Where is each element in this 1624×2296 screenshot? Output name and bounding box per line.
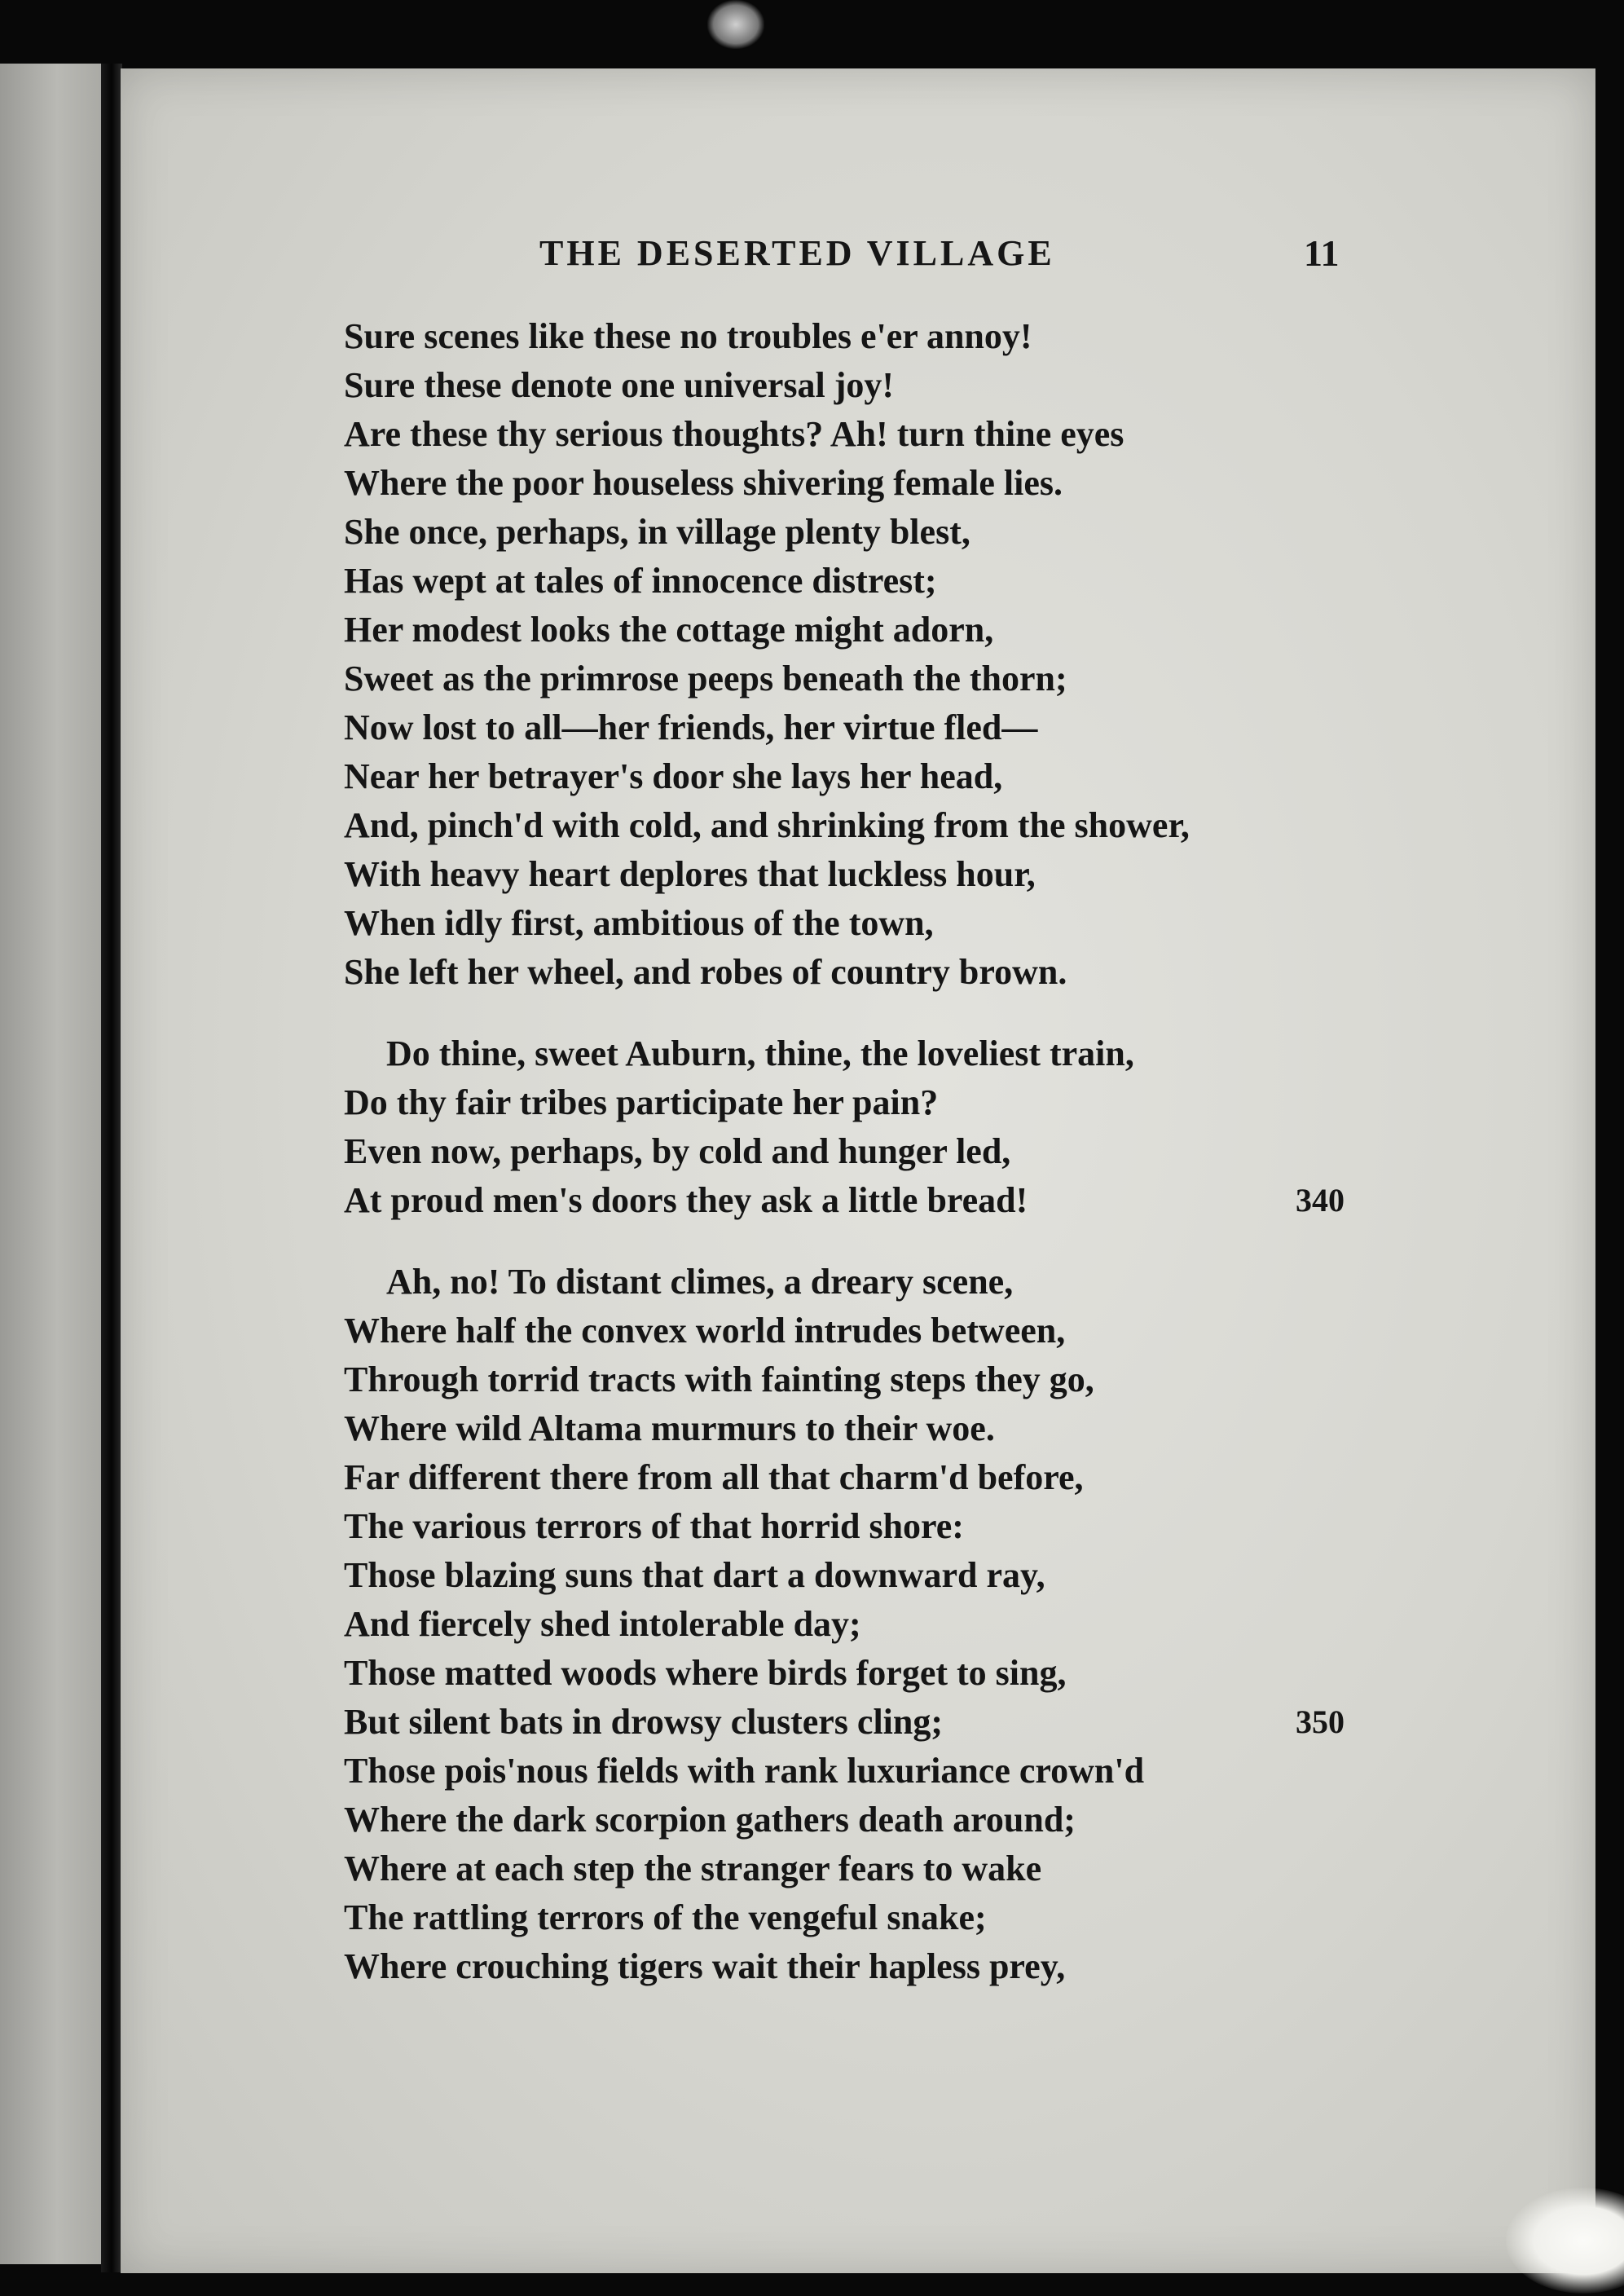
poem-line xyxy=(344,1698,1485,1747)
poem-line xyxy=(344,1502,1485,1551)
page-number: 11 xyxy=(1304,232,1340,274)
poem-line xyxy=(344,1453,1485,1502)
paper-stain xyxy=(1506,2188,1624,2294)
poem-line xyxy=(344,1355,1485,1404)
poem-line xyxy=(344,1649,1485,1698)
poem-line xyxy=(344,948,1485,997)
line-text: Where the dark scorpion gathers death around; xyxy=(344,1800,1076,1840)
poem-line xyxy=(344,1078,1485,1127)
line-text: The rattling terrors of the vengeful snake; xyxy=(344,1897,987,1937)
poem-line xyxy=(344,801,1485,850)
poem-line xyxy=(344,1551,1485,1600)
line-text: Ah, no! To distant climes, a dreary scene, xyxy=(386,1262,1014,1302)
poem-line xyxy=(344,1258,1485,1307)
poem-line xyxy=(344,1796,1485,1844)
line-text: Through torrid tracts with fainting steps they go, xyxy=(344,1360,1094,1399)
line-text: But silent bats in drowsy clusters cling; xyxy=(344,1702,944,1742)
line-number: 350 xyxy=(1296,1703,1345,1740)
poem-line xyxy=(344,1127,1485,1176)
poem-line xyxy=(344,1404,1485,1453)
poem-line xyxy=(344,312,1485,361)
line-text: Those matted woods where birds forget to sing, xyxy=(344,1653,1067,1693)
line-text: Those blazing suns that dart a downward ray, xyxy=(344,1555,1045,1595)
poem-line xyxy=(344,850,1485,899)
facing-page-edge xyxy=(0,64,104,2264)
line-text: And fiercely shed intolerable day; xyxy=(344,1604,861,1644)
poem-line xyxy=(344,1747,1485,1796)
poem-line xyxy=(344,1844,1485,1893)
line-text: Where crouching tigers wait their hapless prey, xyxy=(344,1946,1066,1986)
poem-line xyxy=(344,1029,1485,1078)
line-text: She left her wheel, and robes of country brown. xyxy=(344,952,1067,992)
stanza xyxy=(344,1258,1485,1991)
line-text: Has wept at tales of innocence distrest; xyxy=(344,561,937,601)
stanza xyxy=(344,1029,1485,1225)
line-text: Do thine, sweet Auburn, thine, the loveliest train, xyxy=(386,1033,1134,1073)
book-gutter xyxy=(101,64,122,2272)
line-text: She once, perhaps, in village plenty blest, xyxy=(344,512,970,552)
line-text: Even now, perhaps, by cold and hunger led, xyxy=(344,1131,1011,1171)
line-text: The various terrors of that horrid shore: xyxy=(344,1506,964,1546)
poem-line xyxy=(344,1893,1485,1942)
line-text: Now lost to all—her friends, her virtue fled— xyxy=(344,707,1038,747)
scan-artifact xyxy=(707,0,764,49)
line-text: Near her betrayer's door she lays her head, xyxy=(344,756,1003,796)
poem-line xyxy=(344,654,1485,703)
poem-line xyxy=(344,361,1485,410)
line-text: Sure these denote one universal joy! xyxy=(344,365,895,405)
line-text: Where at each step the stranger fears to wake xyxy=(344,1849,1042,1888)
line-text: Are these thy serious thoughts? Ah! turn thine eyes xyxy=(344,414,1124,454)
poem-line xyxy=(344,557,1485,606)
line-text: Her modest looks the cottage might adorn, xyxy=(344,610,994,650)
poem-line xyxy=(344,459,1485,508)
line-text: Sweet as the primrose peeps beneath the thorn; xyxy=(344,659,1067,698)
line-text: And, pinch'd with cold, and shrinking from the shower, xyxy=(344,805,1190,845)
poem-line xyxy=(344,410,1485,459)
poem-text xyxy=(344,312,1485,2024)
running-title: THE DESERTED VILLAGE xyxy=(539,233,1055,273)
line-text: When idly first, ambitious of the town, xyxy=(344,903,934,943)
poem-line xyxy=(344,508,1485,557)
poem-line xyxy=(344,899,1485,948)
line-text: Where half the convex world intrudes between, xyxy=(344,1311,1066,1351)
stanza xyxy=(344,312,1485,997)
poem-line xyxy=(344,1942,1485,1991)
line-text: Sure scenes like these no troubles e'er annoy! xyxy=(344,316,1032,356)
line-text: With heavy heart deplores that luckless hour, xyxy=(344,854,1036,894)
line-number: 340 xyxy=(1296,1182,1345,1219)
poem-line xyxy=(344,1307,1485,1355)
line-text: Where the poor houseless shivering female lies. xyxy=(344,463,1063,503)
line-text: Do thy fair tribes participate her pain? xyxy=(344,1082,939,1122)
poem-line xyxy=(344,1600,1485,1649)
poem-line xyxy=(344,606,1485,654)
poem-line xyxy=(344,752,1485,801)
line-text: Those pois'nous fields with rank luxuriance crown'd xyxy=(344,1751,1145,1791)
line-text: Far different there from all that charm'd before, xyxy=(344,1457,1084,1497)
poem-line xyxy=(344,703,1485,752)
line-text: At proud men's doors they ask a little bread! xyxy=(344,1180,1028,1220)
line-text: Where wild Altama murmurs to their woe. xyxy=(344,1408,995,1448)
poem-line xyxy=(344,1176,1485,1225)
